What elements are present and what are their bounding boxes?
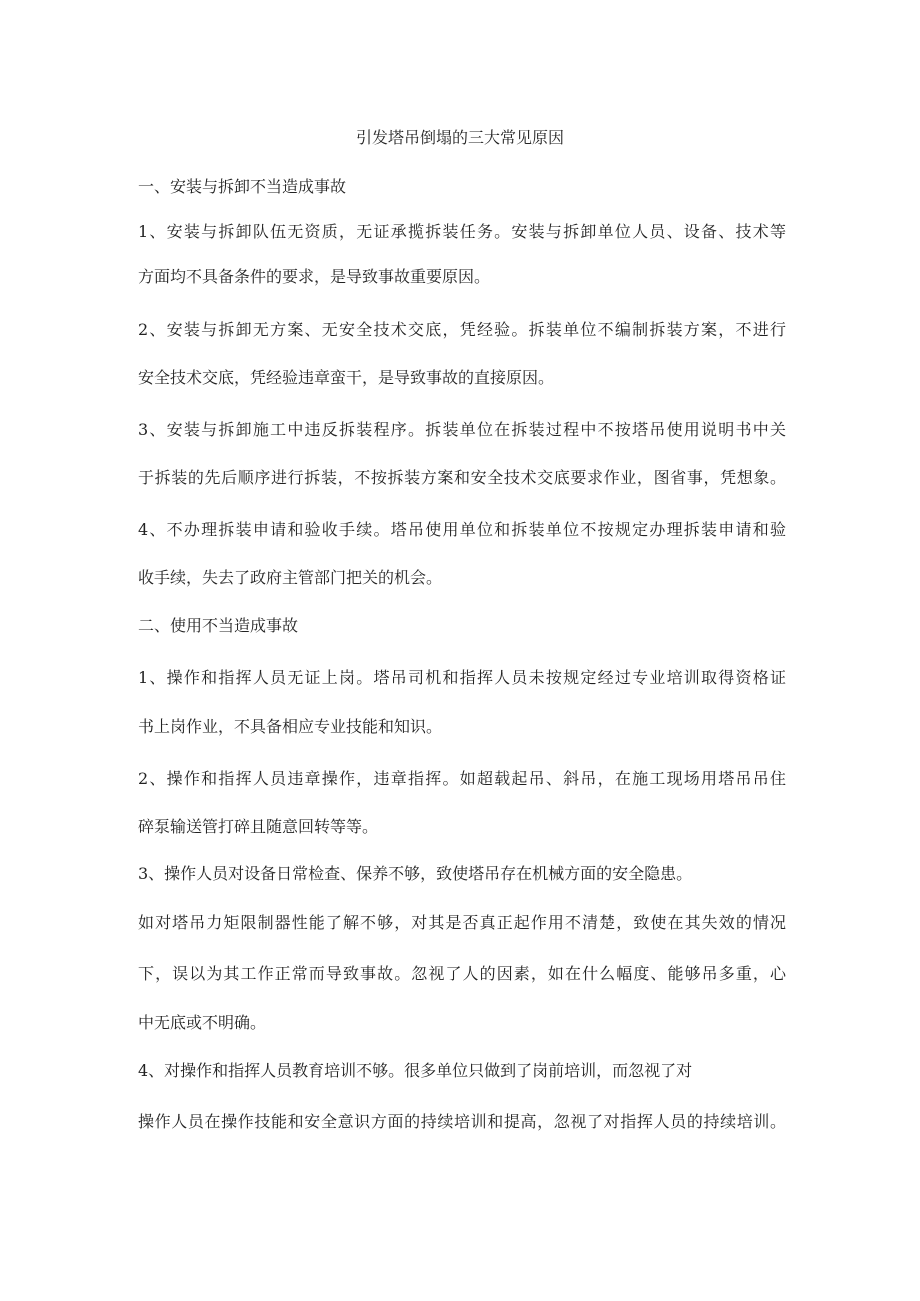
- paragraph-line: 书上岗作业，不具备相应专业技能和知识。: [138, 717, 443, 736]
- paragraph-line: 2、操作和指挥人员违章操作，违章指挥。如超载起吊、斜吊，在施工现场用塔吊吊住: [138, 769, 786, 788]
- paragraph-line: 下，误以为其工作正常而导致事故。忽视了人的因素，如在什么幅度、能够吊多重，心: [138, 964, 786, 983]
- paragraph-line: 收手续，失去了政府主管部门把关的机会。: [138, 568, 443, 587]
- paragraph-line: 安全技术交底，凭经验违章蛮干，是导致事故的直接原因。: [138, 368, 555, 387]
- paragraph-line: 1、安装与拆卸队伍无资质，无证承揽拆装任务。安装与拆卸单位人员、设备、技术等: [138, 222, 786, 241]
- paragraph-line: 3、操作人员对设备日常检查、保养不够，致使塔吊存在机械方面的安全隐患。: [138, 864, 693, 883]
- paragraph-line: 操作人员在操作技能和安全意识方面的持续培训和提高，忽视了对指挥人员的持续培训。: [138, 1112, 786, 1131]
- section-heading: 一、安装与拆卸不当造成事故: [138, 177, 347, 196]
- paragraph-line: 3、安装与拆卸施工中违反拆装程序。拆装单位在拆装过程中不按塔吊使用说明书中关: [138, 420, 786, 439]
- paragraph-line: 4、对操作和指挥人员教育培训不够。很多单位只做到了岗前培训，而忽视了对: [138, 1061, 693, 1080]
- paragraph-line: 如对塔吊力矩限制器性能了解不够，对其是否真正起作用不清楚，致使在其失效的情况: [138, 913, 786, 932]
- paragraph-line: 于拆装的先后顺序进行拆装，不按拆装方案和安全技术交底要求作业，图省事，凭想象。: [138, 468, 786, 487]
- paragraph-line: 方面均不具备条件的要求，是导致事故重要原因。: [138, 267, 491, 286]
- paragraph-line: 4、不办理拆装申请和验收手续。塔吊使用单位和拆装单位不按规定办理拆装申请和验: [138, 520, 786, 539]
- paragraph-line: 1、操作和指挥人员无证上岗。塔吊司机和指挥人员未按规定经过专业培训取得资格证: [138, 668, 786, 687]
- paragraph-line: 中无底或不明确。: [138, 1013, 267, 1032]
- section-heading: 二、使用不当造成事故: [138, 616, 299, 635]
- paragraph-line: 2、安装与拆卸无方案、无安全技术交底，凭经验。拆装单位不编制拆装方案，不进行: [138, 320, 786, 339]
- document-title: 引发塔吊倒塌的三大常见原因: [355, 128, 564, 147]
- paragraph-line: 碎泵输送管打碎且随意回转等等。: [138, 817, 379, 836]
